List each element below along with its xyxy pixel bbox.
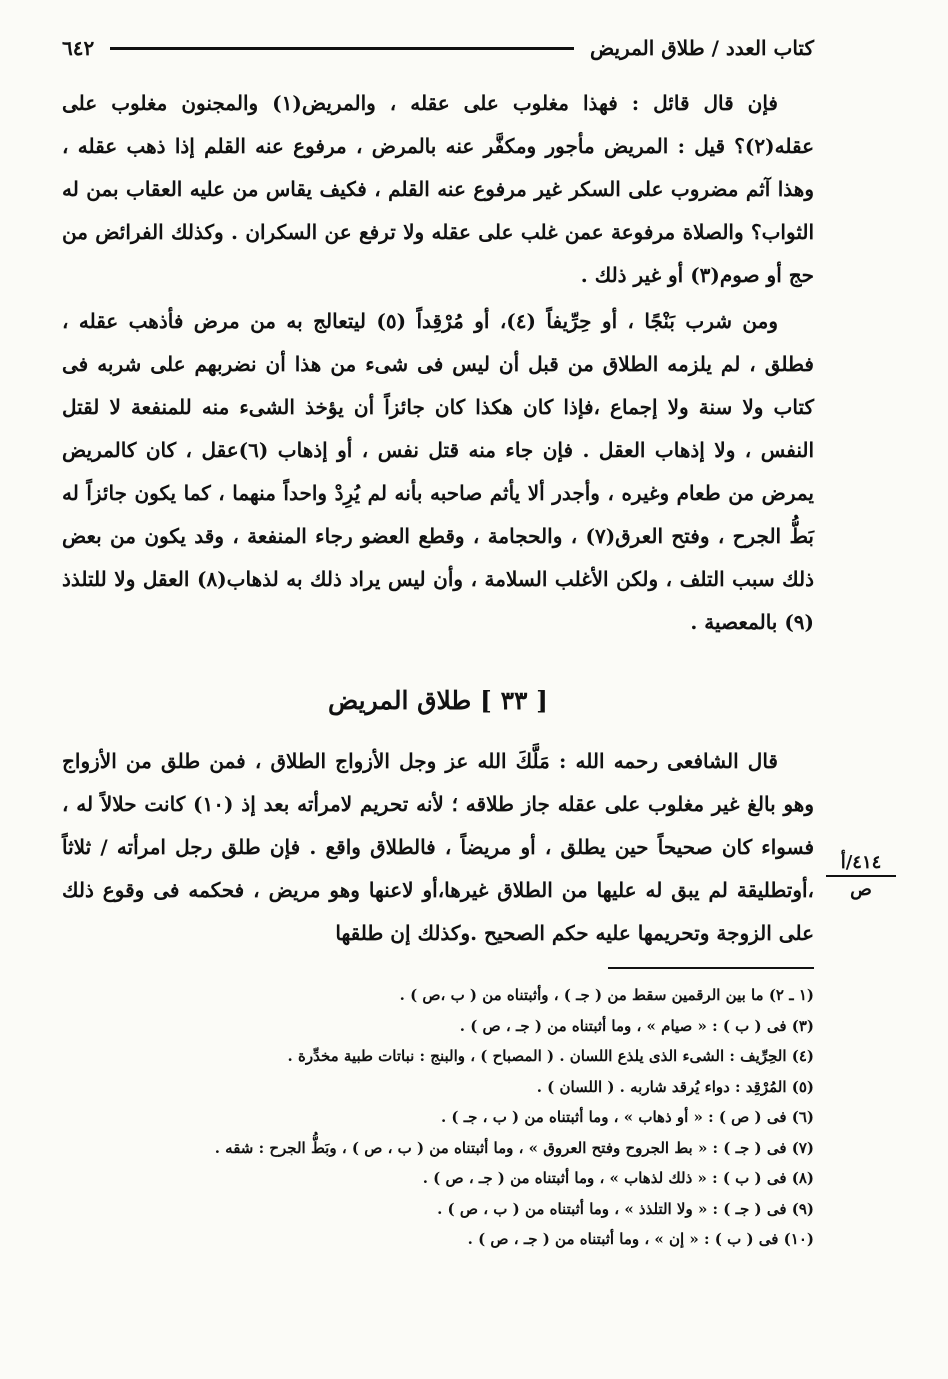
- footnote: (٧) فى ( جـ ) : « بط الجروح وفتح العروق » ، وما أثبتناه من ( ب ، ص ) ، وبَطُّ الجرح : شقه .: [214, 1138, 814, 1157]
- section-title: [ ٣٣ ] طلاق المريض: [328, 686, 548, 715]
- footnote: (٨) فى ( ب ) : « ذلك لذهاب » ، وما أثبتناه من ( جـ ، ص ) .: [422, 1169, 814, 1187]
- footnote: (١ ـ ٢) ما بين الرقمين سقط من ( جـ ) ، وأثبتناه من ( ب ،ص ) .: [399, 986, 814, 1004]
- folio-number: ٤١٤/أ: [826, 852, 896, 877]
- paragraph-1: [62, 82, 814, 297]
- footnote: (٤) الحِرِّيف : الشىء الذى يلذع اللسان . ( المصباح ) ، والبنج : نباتات طبية مخدِّرة .: [287, 1047, 814, 1065]
- margin-folio-note: [826, 852, 896, 900]
- footnotes: [62, 980, 814, 1255]
- paragraph-text: ومن شرب بَنْجًا ، أو حِرِّيفاً (٤)، أو مُرْقِداً (٥) ليتعالج به من مرض فأذهب عقله ، فطلق ، لم يلزمه الطلاق من قبل أن ليس فى شىء من هذا أن نضربهم على شربه فى كتاب ولا سنة ولا إجماع ،فإذا كان هكذا كان جائزاً أن يؤخذ الشىء منه للمنفعة لا لقتل النفس ، ولا إذهاب العقل . فإن جاء منه قتل نفس ، أو إذهاب (٦)عقل ، كان كالمريض يمرض من طعام وغيره ، وأجدر ألا يأثم صاحبه بأنه لم يُرِدْ واحداً منهما ، كما يكون جائزاً له بَطُّ الجرح ، وفتح العرق(٧) ، والحجامة ، وقطع العضو رجاء المنفعة ، وقد يكون من بعض ذلك سبب التلف ، ولكن الأغلب السلامة ، وأن ليس يراد ذلك به لذهاب(٨) العقل ولا للتلذذ (٩) بالمعصية .: [62, 309, 814, 634]
- header-rule: [110, 47, 574, 50]
- footnote: (٦) فى ( ص ) : « أو ذهاب » ، وما أثبتناه من ( ب ، جـ ) .: [440, 1108, 814, 1126]
- footnote: (١٠) فى ( ب ) : « إن » ، وما أثبتناه من ( جـ ، ص ) .: [467, 1230, 814, 1248]
- page-header: [62, 30, 814, 66]
- paragraph-2: [62, 300, 814, 644]
- footnote: (٣) فى ( ب ) : « صيام » ، وما أثبتناه من ( جـ ، ص ) .: [459, 1016, 814, 1035]
- section-text: رحمه الله : مَلَّكَ الله عز وجل الأزواج الطلاق ، فمن طلق من الأزواج وهو بالغ غير مغلوب على عقله جاز طلاقه ؛ لأنه تحريم لامرأته بعد إذ (١٠) كانت حلالاً له ، فسواء كان صحيحاً حين يطلق ، أو مريضاً ، فالطلاق واقع . فإن طلق رجل امرأته / ثلاثاً ،أوتطليقة لم يبق له عليها من الطلاق غيرها،أو لاعنها وهو مريض ، فحكمه فى وقوع ذلك على الزوجة وتحريمها عليه حكم الصحيح .وكذلك إن طلقها: [62, 749, 814, 945]
- paragraph-text: فإن قال قائل : فهذا مغلوب على عقله ، والمريض(١) والمجنون مغلوب على عقله(٢)؟ قيل : المريض مأجور ومكفَّر عنه بالمرض ، مرفوع عنه القلم إذا ذهب عقله ، وهذا آثم مضروب على السكر غير مرفوع عنه القلم ، فكيف يقاس من عليه العقاب بمن له الثواب؟ والصلاة مرفوعة عمن غلب على عقله ولا ترفع عن السكران . وكذلك الفرائض من حج أو صوم(٣) أو غير ذلك .: [62, 91, 814, 287]
- footnote-rule: [608, 967, 814, 969]
- section-lead: قال الشافعى: [667, 749, 778, 773]
- page-number: ٦٤٢: [62, 36, 95, 60]
- footnote: (٩) فى ( جـ ) : « ولا التلذذ » ، وما أثبتناه من ( ب ، ص ) .: [437, 1199, 814, 1218]
- folio-source: ص: [850, 879, 872, 900]
- footnote: (٥) المُرْقِد : دواء يُرقد شاربه . ( اللسان ) .: [536, 1077, 814, 1096]
- section-paragraph: [62, 740, 814, 955]
- running-title: كتاب العدد / طلاق المريض: [589, 36, 814, 60]
